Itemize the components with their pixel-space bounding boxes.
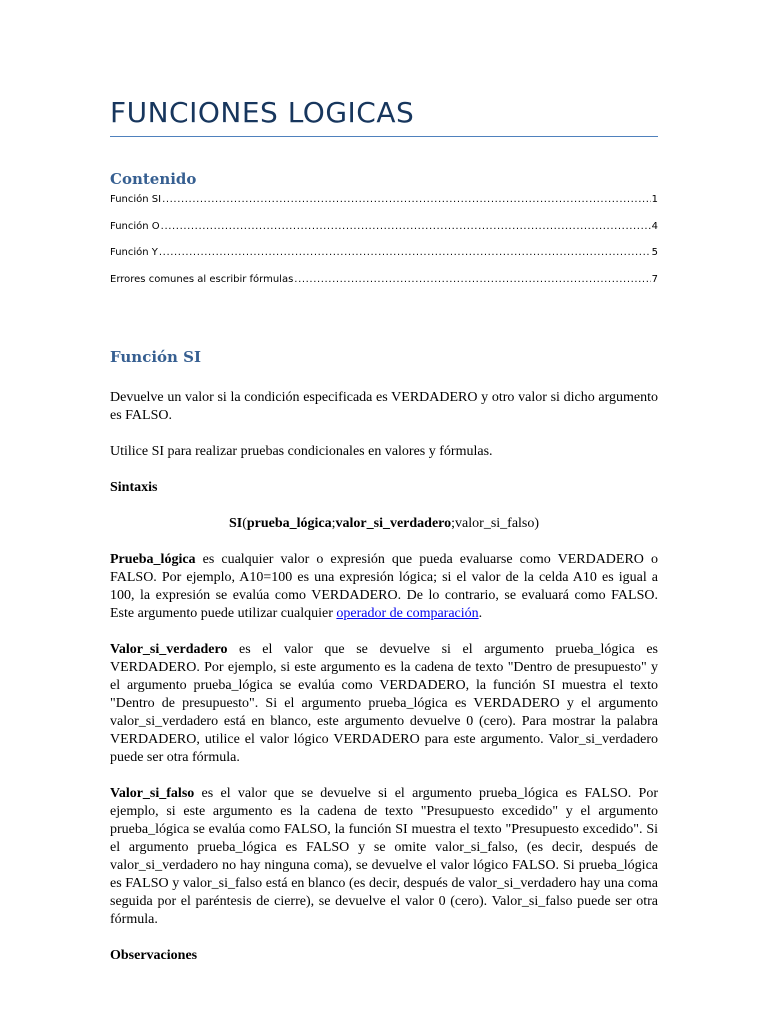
prueba-logica-description: es cualquier valor o expresión que pueda evaluarse como VERDADERO o FALSO. Por ejemplo, A10=100 es una expresión lógica; si el valor de la celda A10 es igual a 100, la expresión se evalúa como VERDADERO. De lo contrario, se evaluará como FALSO. Este argumento puede utilizar cualquier <box>110 552 658 621</box>
prueba-logica-end: . <box>478 606 483 621</box>
term-valor-si-falso: Valor_si_falso <box>110 786 195 801</box>
valor-si-verdadero-paragraph <box>110 641 658 767</box>
toc-heading: Contenido <box>110 170 197 188</box>
syntax-separator: ; <box>331 516 336 531</box>
toc-entry-label: Función SI <box>110 194 162 205</box>
operador-comparacion-link[interactable]: operador de comparación <box>336 606 479 621</box>
syntax-separator: ; <box>451 516 456 531</box>
table-of-contents <box>110 192 658 299</box>
section-body <box>110 389 658 965</box>
term-prueba-logica: Prueba_lógica <box>110 552 196 567</box>
toc-leader-dots <box>162 192 651 208</box>
valor-si-verdadero-description: es el valor que se devuelve si el argumento prueba_lógica es VERDADERO. Por ejemplo, si este argumento es la cadena de texto "Dentro de presupuesto" y el argumento prueba_lógica se evalúa como VERDADERO, la función SI muestra el texto "Dentro de presupuesto". Si el argumento prueba_lógica es VERDADERO y el argumento valor_si_verdadero está en blanco, este argumento devuelve 0 (cero). Para mostrar la palabra VERDADERO, utilice el valor lógico VERDADERO para este argumento. Valor_si_verdadero puede ser otra fórmula. <box>110 642 658 765</box>
toc-entry-funcion-si[interactable] <box>110 192 658 219</box>
syntax-arg-verdadero: valor_si_verdadero <box>335 516 452 531</box>
usage-paragraph: Utilice SI para realizar pruebas condicionales en valores y fórmulas. <box>110 444 493 459</box>
toc-leader-dots <box>159 245 651 261</box>
valor-si-falso-description: es el valor que se devuelve si el argumento prueba_lógica es FALSO. Por ejemplo, si este argumento es la cadena de texto "Presupuesto excedido" y el argumento prueba_lógica se evalúa como FALSO, la función SI muestra el texto "Presupuesto excedido". Si el argumento prueba_lógica es FALSO y se omite valor_si_falso, (es decir, después de valor_si_verdadero no hay ninguna coma), se devuelve el valor lógico FALSO. Si prueba_lógica es FALSO y valor_si_falso está en blanco (es decir, después de valor_si_verdadero hay una coma seguida por el paréntesis de cierre), se devuelve el valor 0 (cero). Valor_si_falso puede ser otra fórmula. <box>110 786 658 927</box>
syntax-arg-falso: valor_si_falso) <box>455 516 540 531</box>
syntax-function-name: SI <box>228 516 243 531</box>
prueba-logica-paragraph <box>110 551 658 623</box>
toc-entry-page: 1 <box>651 194 658 205</box>
intro-paragraph: Devuelve un valor si la condición especificada es VERDADERO y otro valor si dicho argumento es FALSO. <box>110 390 658 423</box>
observaciones-heading: Observaciones <box>110 948 198 963</box>
toc-entry-errores-comunes[interactable] <box>110 272 658 299</box>
toc-entry-label: Función O <box>110 220 160 232</box>
syntax-arg-prueba: prueba_lógica <box>246 516 332 531</box>
section-heading-funcion-si: Función SI <box>110 348 202 366</box>
syntax-heading: Sintaxis <box>110 480 158 495</box>
toc-entry-label: Errores comunes al escribir fórmulas <box>110 274 294 286</box>
toc-leader-dots <box>161 219 651 235</box>
toc-entry-page: 4 <box>651 220 658 232</box>
document-title: FUNCIONES LOGICAS <box>110 96 415 129</box>
toc-entry-page: 5 <box>651 247 658 259</box>
title-divider <box>110 136 658 137</box>
term-valor-si-verdadero: Valor_si_verdadero <box>110 642 228 657</box>
syntax-open-paren: ( <box>242 516 247 531</box>
valor-si-falso-paragraph <box>110 785 658 929</box>
toc-leader-dots <box>294 272 650 288</box>
toc-entry-page: 7 <box>651 274 658 286</box>
toc-entry-funcion-y[interactable] <box>110 245 658 272</box>
syntax-line <box>110 515 658 533</box>
toc-entry-label: Función Y <box>110 247 158 259</box>
toc-entry-funcion-o[interactable] <box>110 219 658 246</box>
